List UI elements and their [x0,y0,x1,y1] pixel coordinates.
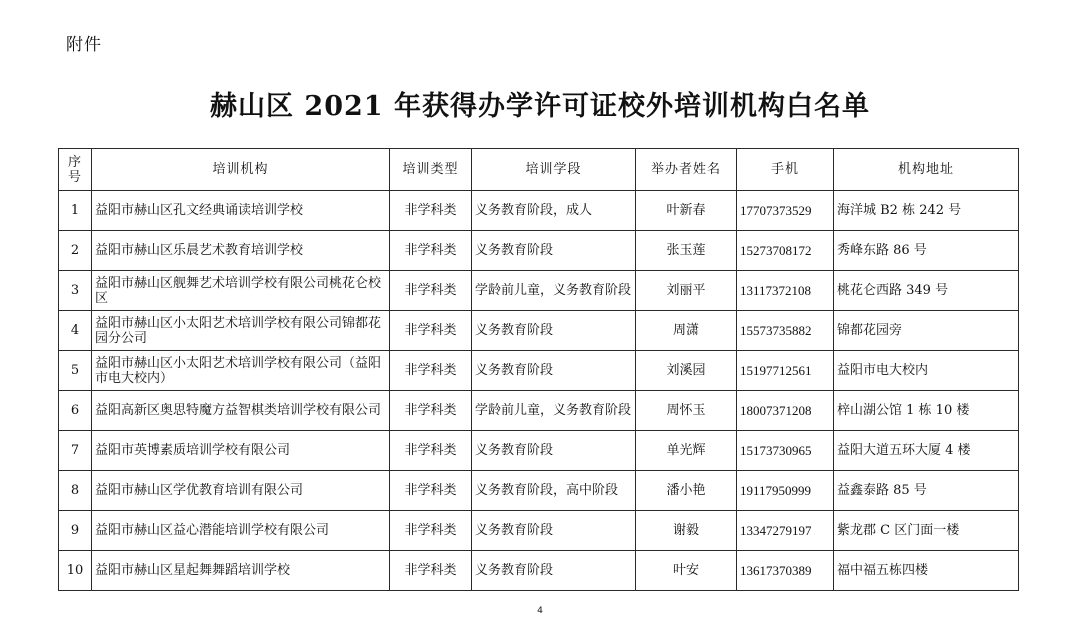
cell-type: 非学科类 [390,351,472,391]
cell-type: 非学科类 [390,511,472,551]
cell-address: 锦都花园旁 [834,311,1019,351]
cell-seq: 3 [59,271,92,311]
page-number: 4 [537,606,543,616]
attachment-label: 附件 [66,35,102,55]
cell-stage: 义务教育阶段 [472,311,636,351]
table-row [59,511,1019,551]
document-title: 赫山区 2021 年获得办学许可证校外培训机构白名单 [210,91,870,122]
cell-address: 益鑫泰路 85 号 [834,471,1019,511]
header-type: 培训类型 [390,149,472,191]
cell-type: 非学科类 [390,471,472,511]
cell-seq: 2 [59,231,92,271]
cell-address: 紫龙郡 C 区门面一楼 [834,511,1019,551]
table-row [59,551,1019,591]
cell-org: 益阳市赫山区乐晨艺术教育培训学校 [92,231,390,271]
table-row [59,271,1019,311]
cell-address: 梓山湖公馆 1 栋 10 楼 [834,391,1019,431]
cell-organizer: 张玉莲 [636,231,737,271]
cell-org: 益阳市赫山区星起舞舞蹈培训学校 [92,551,390,591]
cell-org: 益阳市英博素质培训学校有限公司 [92,431,390,471]
table-header-row [59,149,1019,191]
table-row [59,191,1019,231]
cell-stage: 学龄前儿童，义务教育阶段 [472,271,636,311]
cell-type: 非学科类 [390,391,472,431]
cell-phone: 15573735882 [737,311,834,351]
cell-phone: 17707373529 [737,191,834,231]
cell-org: 益阳市赫山区舰舞艺术培训学校有限公司桃花仑校区 [92,271,390,311]
cell-organizer: 叶安 [636,551,737,591]
cell-seq: 9 [59,511,92,551]
cell-type: 非学科类 [390,431,472,471]
header-organizer: 举办者姓名 [636,149,737,191]
cell-organizer: 叶新春 [636,191,737,231]
cell-phone: 13347279197 [737,511,834,551]
cell-org: 益阳高新区奥思特魔方益智棋类培训学校有限公司 [92,391,390,431]
cell-type: 非学科类 [390,191,472,231]
cell-phone: 19117950999 [737,471,834,511]
cell-type: 非学科类 [390,311,472,351]
header-seq: 序号 [59,149,92,191]
cell-seq: 7 [59,431,92,471]
table-row [59,351,1019,391]
cell-address: 益阳市电大校内 [834,351,1019,391]
cell-type: 非学科类 [390,551,472,591]
header-address: 机构地址 [834,149,1019,191]
cell-phone: 13117372108 [737,271,834,311]
cell-org: 益阳市赫山区小太阳艺术培训学校有限公司（益阳市电大校内） [92,351,390,391]
cell-phone: 15173730965 [737,431,834,471]
cell-org: 益阳市赫山区孔文经典诵读培训学校 [92,191,390,231]
cell-address: 益阳大道五环大厦 4 楼 [834,431,1019,471]
cell-organizer: 周怀玉 [636,391,737,431]
cell-seq: 5 [59,351,92,391]
cell-type: 非学科类 [390,231,472,271]
cell-organizer: 单光辉 [636,431,737,471]
institution-whitelist-table [58,148,1019,591]
cell-organizer: 谢毅 [636,511,737,551]
cell-stage: 义务教育阶段 [472,511,636,551]
cell-phone: 18007371208 [737,391,834,431]
header-stage: 培训学段 [472,149,636,191]
header-org: 培训机构 [92,149,390,191]
cell-address: 福中福五栋四楼 [834,551,1019,591]
cell-stage: 学龄前儿童，义务教育阶段 [472,391,636,431]
cell-org: 益阳市赫山区学优教育培训有限公司 [92,471,390,511]
cell-organizer: 潘小艳 [636,471,737,511]
cell-org: 益阳市赫山区益心潜能培训学校有限公司 [92,511,390,551]
cell-stage: 义务教育阶段 [472,351,636,391]
cell-org: 益阳市赫山区小太阳艺术培训学校有限公司锦都花园分公司 [92,311,390,351]
cell-stage: 义务教育阶段，成人 [472,191,636,231]
table-row [59,471,1019,511]
header-phone: 手机 [737,149,834,191]
cell-seq: 10 [59,551,92,591]
table-row [59,231,1019,271]
table-row [59,391,1019,431]
cell-type: 非学科类 [390,271,472,311]
cell-seq: 8 [59,471,92,511]
cell-phone: 13617370389 [737,551,834,591]
cell-phone: 15273708172 [737,231,834,271]
cell-stage: 义务教育阶段，高中阶段 [472,471,636,511]
cell-seq: 6 [59,391,92,431]
cell-address: 桃花仑西路 349 号 [834,271,1019,311]
cell-phone: 15197712561 [737,351,834,391]
cell-organizer: 周潇 [636,311,737,351]
cell-stage: 义务教育阶段 [472,231,636,271]
table-row [59,311,1019,351]
table-row [59,431,1019,471]
cell-address: 秀峰东路 86 号 [834,231,1019,271]
cell-address: 海洋城 B2 栋 242 号 [834,191,1019,231]
cell-seq: 4 [59,311,92,351]
cell-stage: 义务教育阶段 [472,431,636,471]
cell-stage: 义务教育阶段 [472,551,636,591]
cell-organizer: 刘溪园 [636,351,737,391]
cell-seq: 1 [59,191,92,231]
cell-organizer: 刘丽平 [636,271,737,311]
